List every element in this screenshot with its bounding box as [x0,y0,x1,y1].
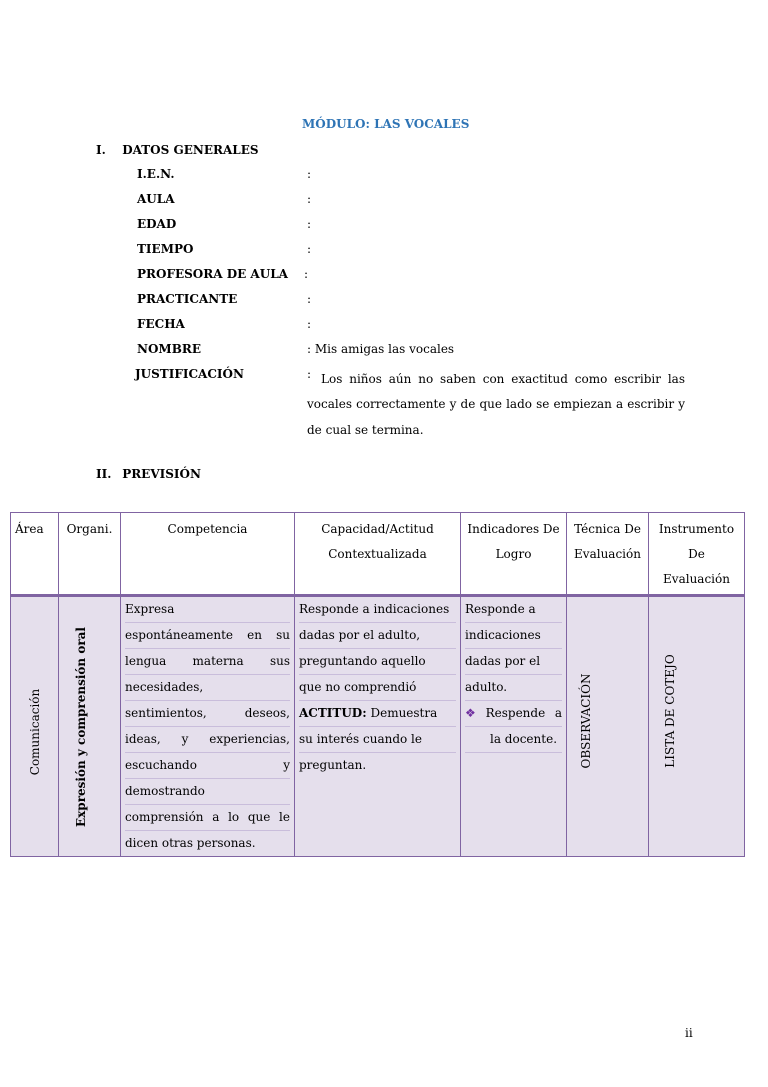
indicador-line: indicaciones [465,623,562,649]
indicador-bullet-text: Respende a [485,706,562,720]
indicador-line: la docente. [465,727,562,753]
datos-label: JUSTIFICACIÓN [135,367,244,381]
competencia-cell [121,596,295,857]
capacidad-line: dadas por el adulto, [299,623,456,649]
capacidad-line: preguntan. [299,758,367,772]
datos-label: AULA [137,192,175,206]
section-datos-generales [96,143,259,157]
area-text: Comunicación [27,688,42,775]
prevision-table [10,512,745,857]
datos-label: NOMBRE [137,342,201,356]
datos-label: EDAD [137,217,177,231]
datos-value: : [307,317,312,331]
capacidad-line: Responde a indicaciones [299,597,456,623]
capacidad-line: preguntando aquello [299,649,456,675]
section-label: PREVISIÓN [122,467,201,481]
justificacion-text [307,367,685,393]
datos-value: : [307,217,312,231]
indicadores-cell [461,596,567,857]
header-tecnica: Técnica De Evaluación [567,513,649,596]
competencia-line: ideas, y experiencias, [125,727,290,753]
section-label: DATOS GENERALES [122,143,259,157]
module-title: MÓDULO: LAS VOCALES [302,117,470,131]
header-instrumento: Instrumento De Evaluación [649,513,745,596]
justificacion-line: Los niños aún no saben con exactitud como escribir las [321,372,685,386]
datos-value: : [307,242,312,256]
indicador-line: Responde a [465,597,562,623]
table-row [11,596,745,857]
justificacion-text-cont [307,392,685,443]
competencia-line: sentimientos, deseos, [125,701,290,727]
datos-value: : [307,367,312,381]
actitud-line [299,701,456,727]
datos-label: PRACTICANTE [137,292,238,306]
competencia-line: comprensión a lo que le [125,805,290,831]
instrumento-text: LISTA DE COTEJO [662,654,677,768]
indicador-bullet-line [465,701,562,727]
datos-value: : Mis amigas las vocales [307,342,455,356]
capacidad-line: su interés cuando le [299,727,456,753]
datos-label: TIEMPO [137,242,194,256]
area-cell [11,596,59,857]
datos-value: : [307,167,312,181]
competencia-line: demostrando [125,779,290,805]
diamond-bullet-icon: ❖ [465,706,482,720]
datos-label: I.E.N. [137,167,175,181]
table-header-row [11,513,745,596]
indicador-line: adulto. [465,675,562,701]
indicador-line: dadas por el [465,649,562,675]
competencia-line: necesidades, [125,675,290,701]
header-area: Área [11,513,59,596]
header-capacidad: Capacidad/Actitud Contextualizada [295,513,461,596]
organizador-text: Expresión y comprensión oral [73,626,88,827]
datos-value: : [307,192,312,206]
datos-value: : [304,267,309,281]
header-indicadores: Indicadores De Logro [461,513,567,596]
page-number: ii [685,1026,693,1040]
competencia-line: lengua materna sus [125,649,290,675]
competencia-line: Expresa [125,597,290,623]
justificacion-line: vocales correctamente y de que lado se empiezan a escribir y [307,397,685,411]
capacidad-cell [295,596,461,857]
actitud-label: ACTITUD: [299,706,367,720]
capacidad-line: que no comprendió [299,675,456,701]
header-competencia: Competencia [121,513,295,596]
section-prevision [96,467,201,481]
tecnica-cell [567,596,649,857]
datos-value: : [307,292,312,306]
tecnica-text: OBSERVACIÓN [579,673,594,769]
organizador-cell [59,596,121,857]
competencia-line: dicen otras personas. [125,836,256,850]
section-number: II. [96,467,112,481]
section-number: I. [96,143,106,157]
datos-label: PROFESORA DE AULA [137,267,288,281]
actitud-text: Demuestra [370,706,438,720]
header-organizador: Organi. [59,513,121,596]
instrumento-cell [649,596,745,857]
datos-label: FECHA [137,317,185,331]
competencia-line: espontáneamente en su [125,623,290,649]
competencia-line: escuchando y [125,753,290,779]
justificacion-line: de cual se termina. [307,422,424,437]
